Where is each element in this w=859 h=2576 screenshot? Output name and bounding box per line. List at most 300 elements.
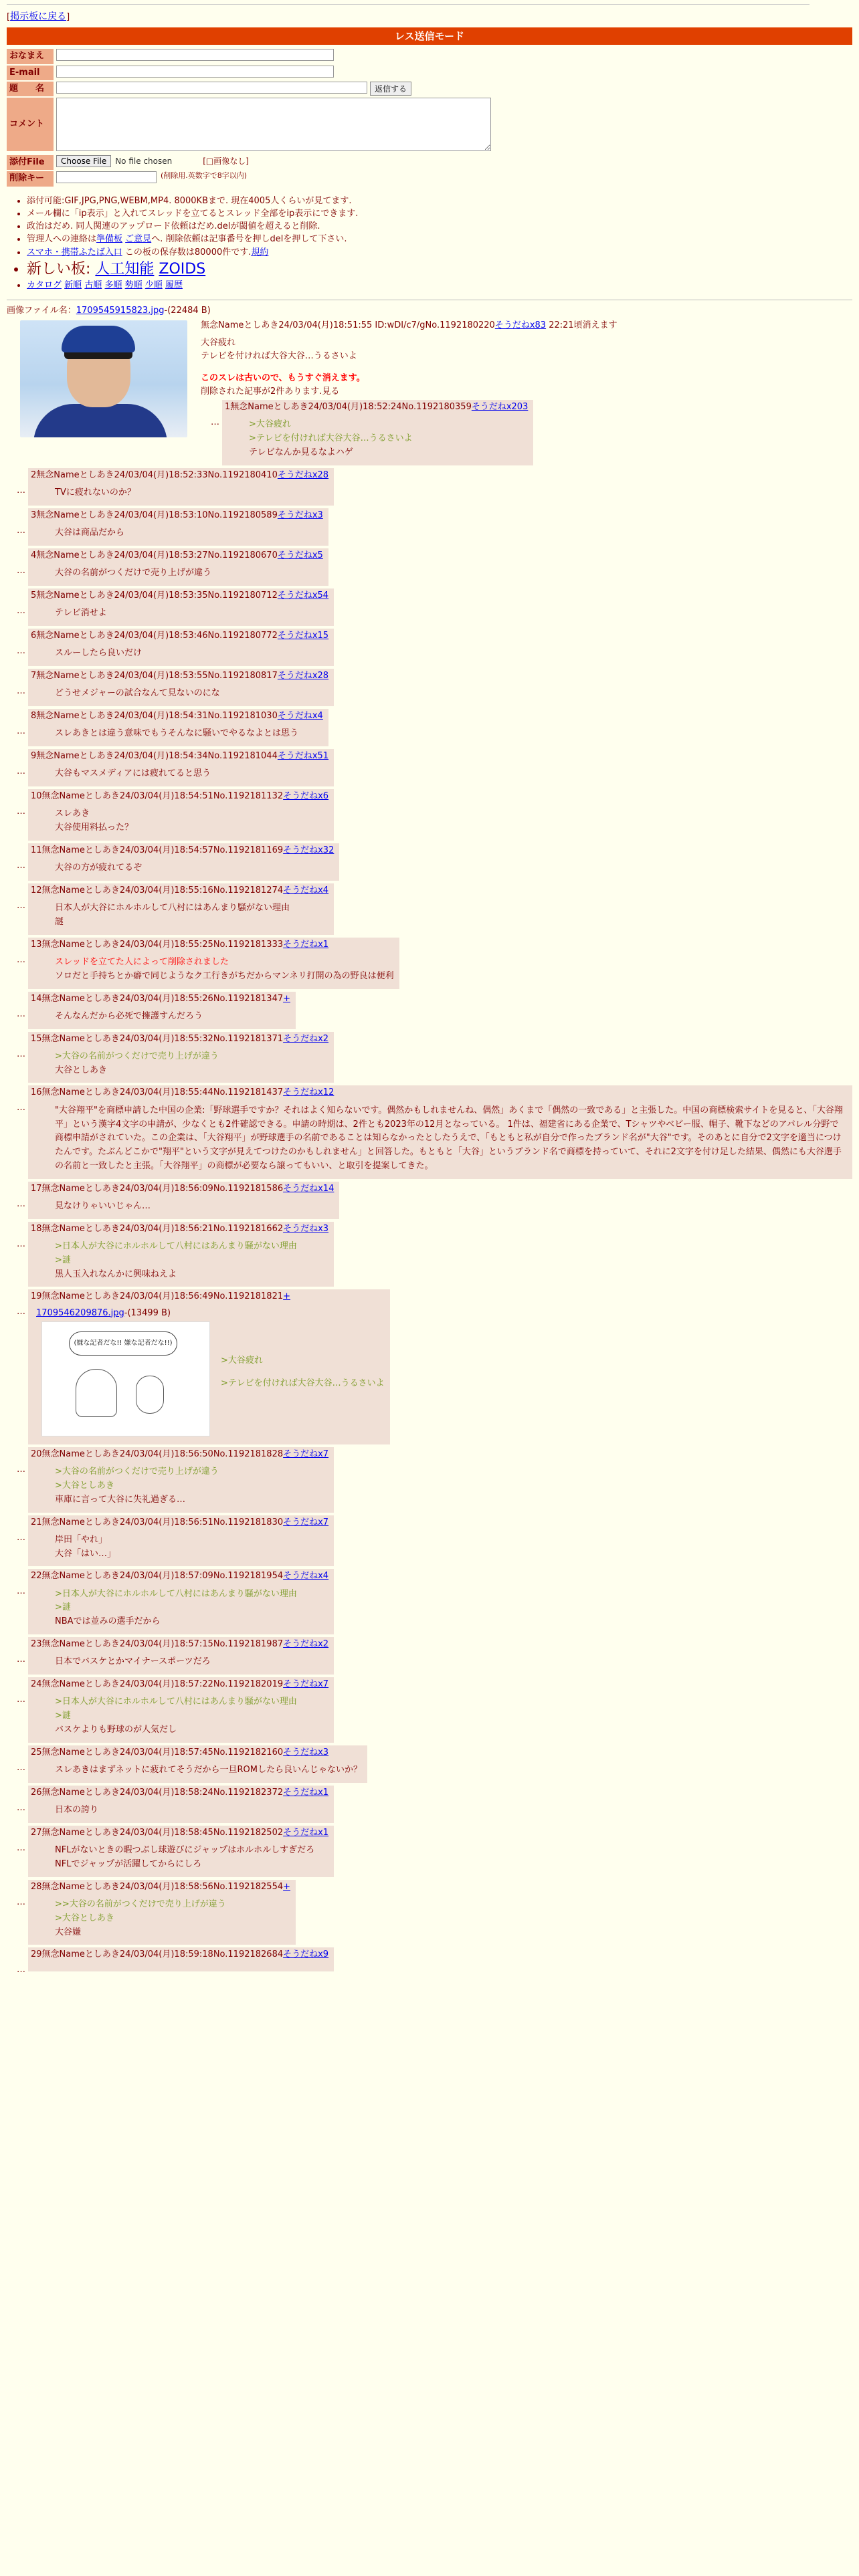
new-board-zoids-link[interactable]: ZOIDS (159, 260, 206, 278)
reply-dots: … (17, 954, 25, 965)
reply-dots: … (17, 605, 25, 616)
reply-row (7, 508, 852, 546)
reply-text-line: 大谷の方が疲れてるぞ (55, 863, 142, 873)
reply-header-text: 無念Nameとしあき24/03/04(月)18:53:27No.1192180670 (36, 550, 278, 560)
reply-dots: … (211, 417, 219, 427)
reply-row (7, 1085, 852, 1178)
reply-body (55, 1533, 328, 1562)
reply-number: 7 (31, 670, 37, 681)
reply-file-link[interactable]: 1709546209876.jpg (36, 1307, 124, 1318)
new-board-item (27, 260, 852, 279)
sodane-button[interactable]: + (283, 1881, 291, 1892)
reply-row (7, 548, 852, 586)
op-thumbnail-image[interactable] (20, 320, 187, 437)
reply-header-text: 無念Nameとしあき24/03/04(月)18:56:21No.1192181662 (41, 1223, 284, 1234)
reply-body (55, 1898, 290, 1939)
reply-number: 14 (31, 993, 42, 1004)
sodane-button[interactable]: そうだねx2 (283, 1033, 329, 1044)
reply-post (28, 1677, 334, 1743)
reply-header-text: 無念Nameとしあき24/03/04(月)18:55:25No.1192181333 (41, 939, 284, 950)
quote-line: >大谷疲れ (221, 1355, 263, 1366)
reply-row (7, 749, 852, 786)
bracket: [ (7, 12, 11, 22)
reply-post (28, 1032, 334, 1083)
choose-file-button[interactable]: Choose File (56, 155, 111, 167)
reply-row (7, 789, 852, 841)
reply-body (55, 956, 394, 984)
quote-line: >謎 (55, 1602, 71, 1613)
reply-dots: … (17, 485, 25, 496)
reply-text-line: 大谷の名前がつくだけで売り上げが違う (55, 567, 212, 578)
reply-header-text: 無念Nameとしあき24/03/04(月)18:55:32No.1192181371 (41, 1033, 284, 1044)
momentum-order-link[interactable]: 勢順 (124, 280, 142, 291)
reply-dots: … (17, 1103, 25, 1113)
reply-text-line: 日本でバスケとかマイナースポーツだろ (55, 1656, 211, 1667)
reply-text-line: 見なけりゃいいじゃん… (55, 1200, 151, 1211)
reply-number: 11 (31, 845, 42, 855)
comment-textarea[interactable] (56, 98, 491, 151)
reply-dots: … (17, 726, 25, 736)
sodane-button[interactable]: そうだねx7 (283, 1448, 329, 1459)
reply-number: 6 (31, 630, 37, 641)
reply-header (31, 470, 328, 481)
sodane-button[interactable]: そうだねx7 (283, 1517, 329, 1527)
notice-item (27, 234, 852, 245)
sodane-button[interactable]: + (283, 1291, 291, 1302)
reply-post (28, 1085, 852, 1178)
sodane-button[interactable]: そうだねx1 (283, 939, 329, 950)
reply-row (7, 1569, 852, 1634)
reply-text-line: テレビなんか見るなよハゲ (249, 447, 353, 457)
notice-item (27, 247, 852, 258)
sodane-button[interactable]: そうだねx15 (277, 630, 329, 641)
reply-number: 5 (31, 590, 37, 601)
reply-dots: … (17, 900, 25, 911)
reply-body (55, 1695, 328, 1737)
reply-post (28, 789, 334, 841)
reply-row (7, 468, 852, 506)
sodane-button[interactable]: そうだねx54 (277, 590, 329, 601)
reply-number: 21 (31, 1517, 42, 1527)
reply-header (31, 791, 328, 802)
reply-dots: … (17, 1008, 25, 1019)
reply-row (7, 1947, 852, 1975)
reply-row (7, 1880, 852, 1945)
reply-body (55, 1655, 328, 1669)
reply-header-text: 無念Nameとしあき24/03/04(月)18:56:09No.1192181586 (41, 1183, 284, 1194)
reply-number: 1 (225, 402, 231, 412)
reply-row (7, 883, 852, 935)
sodane-button[interactable]: そうだねx3 (283, 1747, 329, 1757)
reply-text-line: 大谷もマスメディアには疲れてると思う (55, 768, 211, 779)
reply-form (7, 49, 852, 186)
many-order-link[interactable]: 多順 (104, 280, 122, 291)
delete-key-label: 削除キー (7, 171, 54, 186)
reply-header-text: 無念Nameとしあき24/03/04(月)18:59:18No.1192182684 (41, 1949, 284, 1960)
reply-post (28, 1182, 339, 1219)
reply-header-text: 無念Nameとしあき24/03/04(月)18:56:49No.1192181821 (41, 1291, 284, 1302)
no-image-checkbox[interactable]: [□画像なし] (203, 156, 249, 166)
reply-body (55, 767, 328, 781)
reply-post (28, 629, 334, 666)
sodane-button[interactable]: そうだねx4 (283, 885, 329, 895)
back-to-board-link[interactable]: 掲示板に戻る (10, 11, 67, 22)
reply-text-line: 大谷は商品だから (55, 527, 125, 538)
reply-dots: … (17, 1239, 25, 1249)
reply-header (31, 711, 323, 722)
reply-number: 22 (31, 1571, 42, 1582)
reply-text-line: ソロだと手持ちとか癖で同じようなク工行きがちだからマンネリ打開の為の野良は便利 (55, 970, 394, 981)
reply-header-text: 無念Nameとしあき24/03/04(月)18:53:55No.1192180817 (36, 670, 278, 681)
reply-dots: … (17, 645, 25, 656)
reply-text-line: NFLでジャップが活躍してからにしろ (55, 1858, 202, 1869)
reply-header (31, 1571, 328, 1582)
reply-row (7, 1786, 852, 1823)
reply-row (7, 1515, 852, 1567)
sodane-button[interactable]: そうだねx3 (277, 510, 323, 520)
reply-dots: … (17, 807, 25, 817)
reply-dots: … (17, 1464, 25, 1475)
reply-post (28, 992, 296, 1029)
reply-header-text: 無念Nameとしあき24/03/04(月)18:53:46No.1192180772 (36, 630, 278, 641)
reply-header-text: 無念Nameとしあき24/03/04(月)18:52:24No.1192180359 (230, 402, 472, 412)
reply-body (55, 647, 328, 661)
reply-number: 27 (31, 1827, 42, 1838)
page (0, 4, 859, 1976)
notice-item: • 政治はだめ. 同人関連のアップロード依頼はだめ.delが閾値を超えると削除. (27, 221, 852, 232)
sodane-button[interactable]: そうだねx3 (283, 1223, 329, 1234)
reply-text-line: 大谷嫌 (55, 1927, 82, 1937)
reply-number: 16 (31, 1087, 42, 1098)
reply-body (55, 727, 323, 741)
reply-header (31, 550, 323, 561)
reply-header-text: 無念Nameとしあき24/03/04(月)18:58:56No.1192182554 (41, 1881, 284, 1892)
reply-row (7, 992, 852, 1029)
reply-body (55, 566, 323, 580)
reply-number: 24 (31, 1679, 42, 1690)
reply-row (7, 1637, 852, 1675)
reply-dots: … (17, 860, 25, 871)
reply-post (28, 1880, 296, 1945)
reply-body (55, 1240, 328, 1281)
new-order-link[interactable]: 新順 (64, 280, 82, 291)
op-file-label: 画像ファイル名： (7, 305, 76, 316)
reply-post (28, 1637, 334, 1675)
reply-body (55, 1200, 334, 1214)
name-label: おなまえ (7, 49, 54, 64)
reply-number: 4 (31, 550, 37, 560)
quote-line: >謎 (55, 1711, 71, 1721)
reply-text-line: TVに疲れないのか？ (55, 487, 136, 498)
reply-thumbnail-image[interactable] (41, 1321, 210, 1436)
few-order-link[interactable]: 少順 (145, 280, 163, 291)
notice-item: • メール欄に「ip表示」と入れてスレッドを立てるとスレッド全部をip表示にできます. (27, 209, 852, 219)
reply-number: 19 (31, 1291, 42, 1302)
reply-number: 28 (31, 1881, 42, 1892)
reply-header (31, 1828, 328, 1838)
reply-header-text: 無念Nameとしあき24/03/04(月)18:57:15No.1192181987 (41, 1639, 284, 1650)
reply-header-text: 無念Nameとしあき24/03/04(月)18:57:22No.1192182019 (41, 1679, 284, 1690)
catalog-link[interactable]: カタログ (27, 280, 62, 291)
reply-number: 29 (31, 1949, 42, 1960)
reply-row (7, 1182, 852, 1219)
sodane-button[interactable]: そうだねx4 (277, 710, 323, 721)
file-status-text: No file chosen (115, 156, 173, 166)
reply-body (55, 486, 328, 500)
reply-body (55, 1050, 328, 1078)
reply-header (31, 1639, 328, 1650)
sodane-button[interactable]: そうだねx12 (283, 1087, 335, 1098)
rules-link[interactable]: 規約 (251, 247, 269, 257)
sodane-button[interactable]: そうだねx32 (283, 845, 335, 855)
reply-header-text: 無念Nameとしあき24/03/04(月)18:57:45No.1192182160 (41, 1747, 284, 1757)
reply-text-line: 岸田「やれ」 (55, 1534, 108, 1545)
reply-text-line: スルーしたら良いだけ (55, 648, 142, 659)
reply-post (28, 1826, 334, 1877)
reply-header (31, 1747, 362, 1758)
reply-header (225, 402, 528, 413)
reply-number: 2 (31, 469, 37, 480)
reply-dots: … (17, 685, 25, 696)
quote-line: >謎 (55, 1255, 71, 1265)
old-order-link[interactable]: 古順 (84, 280, 102, 291)
reply-body (55, 526, 323, 540)
op-post (7, 320, 852, 465)
op-header-text: 無念Nameとしあき24/03/04(月)18:51:55 ID:wDI/c7/gNo.1192180220 (201, 320, 495, 330)
reply-list (7, 468, 852, 1976)
email-label: E-mail (7, 66, 54, 80)
notice-item: • 添付可能:GIF,JPG,PNG,WEBM,MP4. 8000KBまで. 現在4005人くらいが見てます. (27, 196, 852, 207)
reply-dots: … (17, 1049, 25, 1059)
reply-post (28, 1515, 334, 1567)
reply-row (7, 588, 852, 626)
quote-line: >日本人が大谷にホルホルして八村にはあんまり騒がない理由 (55, 1588, 297, 1599)
reply-text-line: 車庫に言って大谷に失礼過ぎる… (55, 1494, 186, 1505)
op-file-info (7, 306, 852, 316)
reply-header (31, 1087, 847, 1098)
reply-body (55, 1588, 328, 1629)
reply-header (31, 885, 328, 896)
reply-header-text: 無念Nameとしあき24/03/04(月)18:53:10No.1192180589 (36, 510, 278, 520)
reply-text-line: 謎 (55, 916, 64, 927)
history-link[interactable]: 履歴 (165, 280, 183, 291)
quote-line: >日本人が大谷にホルホルして八村にはあんまり騒がない理由 (55, 1241, 297, 1252)
reply-header-text: 無念Nameとしあき24/03/04(月)18:53:35No.1192180712 (36, 590, 278, 601)
reply-header (31, 1788, 328, 1798)
reply-dots: … (17, 1965, 25, 1975)
reply-header-text: 無念Nameとしあき24/03/04(月)18:55:26No.1192181347 (41, 993, 284, 1004)
reply-body (55, 1010, 290, 1024)
reply-header-text: 無念Nameとしあき24/03/04(月)18:52:33No.1192180410 (36, 469, 278, 480)
reply-row (7, 1826, 852, 1877)
reply-row (7, 1289, 852, 1444)
reply-number: 13 (31, 939, 42, 950)
reply-post (28, 1447, 334, 1513)
reply-text-line: 大谷「はい…」 (55, 1548, 116, 1559)
reply-number: 26 (31, 1787, 42, 1798)
reply-header (31, 671, 328, 681)
reply-dots: … (17, 1654, 25, 1665)
reply-number: 15 (31, 1033, 42, 1044)
reply-header-text: 無念Nameとしあき24/03/04(月)18:54:51No.1192181132 (41, 791, 284, 802)
sodane-button[interactable]: そうだねx2 (283, 1639, 329, 1650)
mobile-entrance-link[interactable]: スマホ・携帯ふたば入口 (27, 247, 122, 257)
ascii-figure (136, 1376, 164, 1414)
quote-line: >テレビを付ければ大谷大谷…うるさいよ (221, 1378, 385, 1388)
reply-body (55, 1804, 328, 1818)
op-expire-text: 22:21頃消えます (546, 320, 617, 330)
quote-line: >大谷の名前がつくだけで売り上げが違う (55, 1051, 219, 1061)
sodane-button[interactable]: そうだねx6 (283, 791, 329, 802)
reply-header-text: 無念Nameとしあき24/03/04(月)18:57:09No.1192181954 (41, 1571, 284, 1582)
op-file-size: -(22484 B) (164, 305, 211, 316)
sodane-button[interactable]: そうだねx203 (471, 402, 529, 412)
op-line: 大谷疲れ (201, 338, 236, 348)
quote-line: >大谷としあき (55, 1480, 114, 1491)
reply-row (7, 669, 852, 706)
sodane-button[interactable]: そうだねx1 (283, 1787, 329, 1798)
sodane-button[interactable]: + (283, 993, 291, 1004)
reply-text-line: 日本の誇り (55, 1805, 99, 1816)
sodane-button[interactable]: そうだねx14 (283, 1183, 335, 1194)
reply-row (7, 1032, 852, 1083)
reply-header (31, 1949, 328, 1960)
reply-body (55, 687, 328, 701)
prep-board-link[interactable]: 準備板 (96, 234, 123, 245)
reply-header (31, 1291, 385, 1302)
reply-post (28, 1947, 334, 1971)
reply-post (28, 1745, 367, 1783)
reply-post (28, 843, 339, 881)
reply-header (31, 994, 290, 1004)
reply-post (28, 749, 334, 786)
reply-header (31, 1034, 328, 1045)
reply-row (7, 629, 852, 666)
reply-number: 10 (31, 791, 42, 802)
quote-line: >テレビを付ければ大谷大谷…うるさいよ (249, 433, 413, 444)
sodane-button[interactable]: そうだねx4 (283, 1571, 329, 1582)
feedback-link[interactable]: ご意見 (125, 234, 152, 245)
speech-bubble: (嫌な記者だな!! 嫌な記者だな!!) (69, 1331, 177, 1356)
reply-text-line: そんなんだから必死で擁護すんだろう (55, 1010, 203, 1021)
reply-dots: … (17, 565, 25, 576)
reply-text-line: 日本人が大谷にホルホルして八村にはあんまり騒がない理由 (55, 903, 290, 914)
email-input[interactable] (56, 66, 334, 78)
catalog-links-item (27, 280, 852, 291)
reply-row (7, 938, 852, 989)
reply-header (31, 631, 328, 641)
sodane-button[interactable]: そうだねx51 (277, 750, 329, 761)
reply-text-line: スレあき (55, 809, 90, 819)
file-label: 添付File (7, 155, 54, 170)
reply-number: 25 (31, 1747, 42, 1757)
reply-post (28, 1222, 334, 1287)
reply-header-text: 無念Nameとしあき24/03/04(月)18:54:31No.1192181030 (36, 710, 278, 721)
sodane-button[interactable]: そうだねx9 (283, 1949, 329, 1960)
reply-header (31, 510, 323, 521)
sodane-button[interactable]: そうだねx5 (277, 550, 323, 560)
reply-body (249, 418, 528, 459)
reply-dots: … (17, 1762, 25, 1773)
reply-row (7, 1745, 852, 1783)
reply-number: 12 (31, 885, 42, 895)
deleted-posts-notice[interactable]: 削除された記事が2件あります.見る (201, 386, 340, 397)
reply-post (28, 1289, 390, 1444)
new-board-label: 新しい板: (27, 260, 96, 278)
reply-text-line: 黒人玉入れなんかに興味ねえよ (55, 1269, 177, 1279)
reply-dots: … (17, 1198, 25, 1209)
sodane-button[interactable]: そうだねx28 (277, 670, 329, 681)
reply-post (28, 883, 334, 935)
reply-header (31, 1882, 290, 1893)
reply-dots: … (17, 1586, 25, 1597)
reply-header (31, 1184, 334, 1194)
reply-body (55, 1763, 362, 1778)
reply-body (55, 1465, 328, 1507)
op-file-link[interactable]: 1709545915823.jpg (76, 305, 165, 316)
reply-dots: … (17, 1842, 25, 1853)
reply-image-block (31, 1319, 385, 1439)
new-board-ai-link[interactable]: 人工知能 (95, 260, 155, 278)
reply-text-line: NFLがないときの暇つぶし球遊びにジャップはホルホルしすぎだろ (55, 1845, 315, 1856)
reply-header-text: 無念Nameとしあき24/03/04(月)18:56:51No.1192181830 (41, 1517, 284, 1527)
reply-dots: … (17, 1695, 25, 1705)
reply-text-line: 大谷としあき (55, 1065, 108, 1075)
subject-input[interactable] (56, 82, 367, 94)
comment-label: コメント (7, 98, 54, 151)
reply-header (31, 940, 394, 950)
reply-file-size: -(13499 B) (124, 1307, 171, 1318)
sodane-button[interactable]: そうだねx28 (277, 469, 329, 480)
reply-header-text: 無念Nameとしあき24/03/04(月)18:54:34No.1192181044 (36, 750, 278, 761)
reply-body (55, 607, 328, 621)
ascii-figure (76, 1369, 117, 1417)
sodane-button[interactable]: そうだねx1 (283, 1827, 329, 1838)
reply-body (55, 861, 334, 875)
name-input[interactable] (56, 49, 334, 61)
reply-header (31, 1224, 328, 1235)
reply-dots: … (17, 1802, 25, 1813)
reply-header (31, 1449, 328, 1460)
deleted-notice: スレッドを立てた人によって削除されました (55, 957, 229, 967)
reply-row (7, 1447, 852, 1513)
delete-key-input[interactable] (56, 171, 157, 183)
reply-post (28, 508, 328, 546)
reply-dots: … (17, 1307, 25, 1317)
reply-post (28, 1786, 334, 1823)
notice-list (27, 196, 852, 292)
sodane-button[interactable]: そうだねx7 (283, 1679, 329, 1690)
reply-text-line: どうせメジャーの試合なんて見ないのにな (55, 688, 220, 699)
reply-row (7, 843, 852, 881)
reply-dots: … (17, 1897, 25, 1907)
reply-text-line: テレビ消せよ (55, 608, 107, 619)
subject-label: 題 名 (7, 82, 54, 96)
delete-key-hint: (削除用.英数字で8字以内) (161, 171, 248, 181)
submit-button[interactable]: 返信する (370, 82, 411, 96)
reply-header (31, 1517, 328, 1528)
reply-number: 17 (31, 1183, 42, 1194)
reply-post (28, 938, 399, 989)
reply-post (222, 400, 533, 465)
reply-post (28, 709, 328, 746)
reply-header-text: 無念Nameとしあき24/03/04(月)18:58:45No.1192182502 (41, 1827, 284, 1838)
sodane-button[interactable]: そうだねx83 (494, 320, 547, 330)
quote-line: >大谷としあき (55, 1913, 114, 1923)
reply-post (28, 468, 334, 506)
notice-text: この板の保存数は80000件です. (122, 247, 252, 257)
reply-body (221, 1346, 385, 1400)
